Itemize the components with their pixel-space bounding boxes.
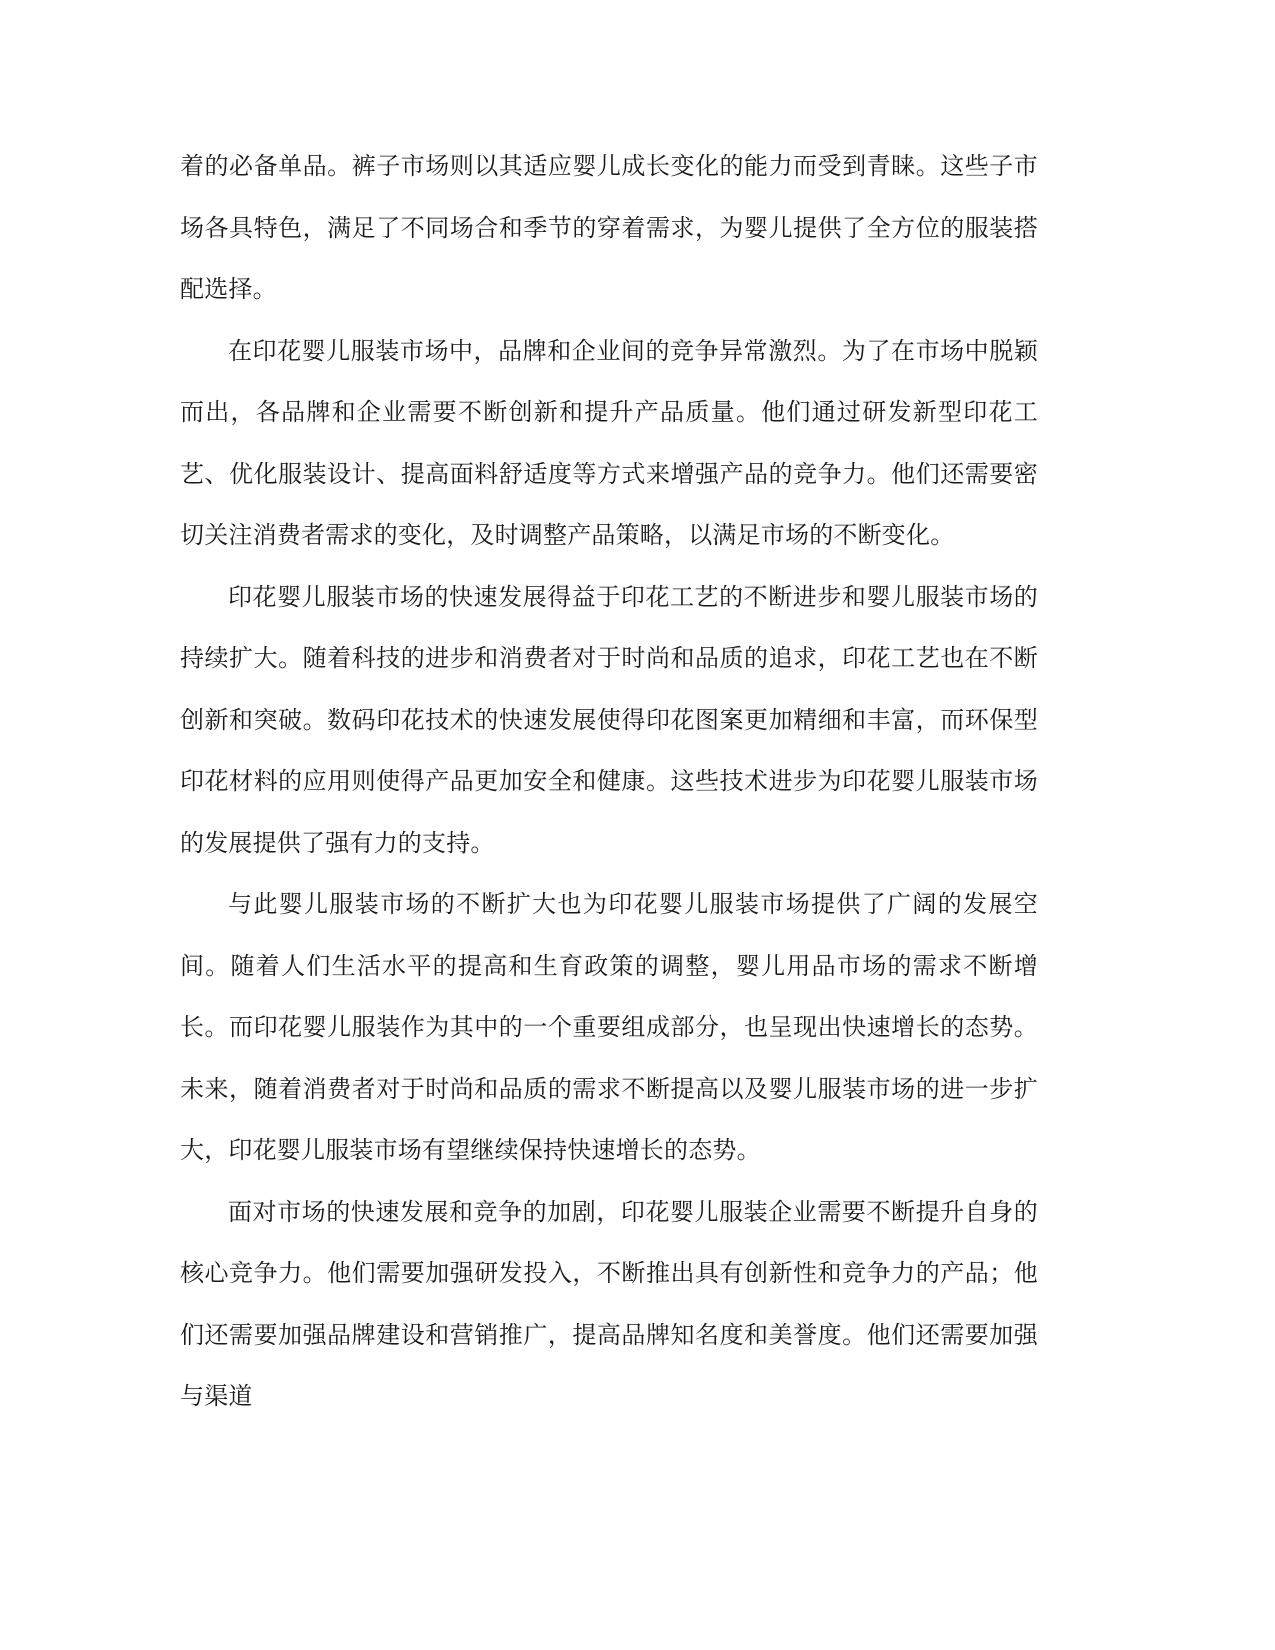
document-body: [180, 136, 1038, 1428]
paragraph-printing-technology: 印花婴儿服装市场的快速发展得益于印花工艺的不断进步和婴儿服装市场的持续扩大。随着科技的进步和消费者对于时尚和品质的追求，印花工艺也在不断创新和突破。数码印花技术的快速发展使得印花图案更加精细和丰富，而环保型印花材料的应用则使得产品更加安全和健康。这些技术进步为印花婴儿服装市场的发展提供了强有力的支持。: [180, 582, 1038, 857]
paragraph-competition: 在印花婴儿服装市场中，品牌和企业间的竞争异常激烈。为了在市场中脱颖而出，各品牌和企业需要不断创新和提升产品质量。他们通过研发新型印花工艺、优化服装设计、提高面料舒适度等方式来增强产品的竞争力。他们还需要密切关注消费者需求的变化，及时调整产品策略，以满足市场的不断变化。: [180, 336, 1038, 549]
paragraph-market-expansion: 与此婴儿服装市场的不断扩大也为印花婴儿服装市场提供了广阔的发展空间。随着人们生活水平的提高和生育政策的调整，婴儿用品市场的需求不断增长。而印花婴儿服装作为其中的一个重要组成部分，也呈现出快速增长的态势。未来，随着消费者对于时尚和品质的需求不断提高以及婴儿服装市场的进一步扩大，印花婴儿服装市场有望继续保持快速增长的态势。: [180, 890, 1038, 1164]
paragraph-core-competitiveness: 面对市场的快速发展和竞争的加剧，印花婴儿服装企业需要不断提升自身的核心竞争力。他们需要加强研发投入，不断推出具有创新性和竞争力的产品；他们还需要加强品牌建设和营销推广，提高品牌知名度和美誉度。他们还需要加强与渠道: [180, 1197, 1038, 1410]
paragraph-continuation: 着的必备单品。裤子市场则以其适应婴儿成长变化的能力而受到青睐。这些子市场各具特色，满足了不同场合和季节的穿着需求，为婴儿提供了全方位的服装搭配选择。: [180, 152, 1038, 303]
